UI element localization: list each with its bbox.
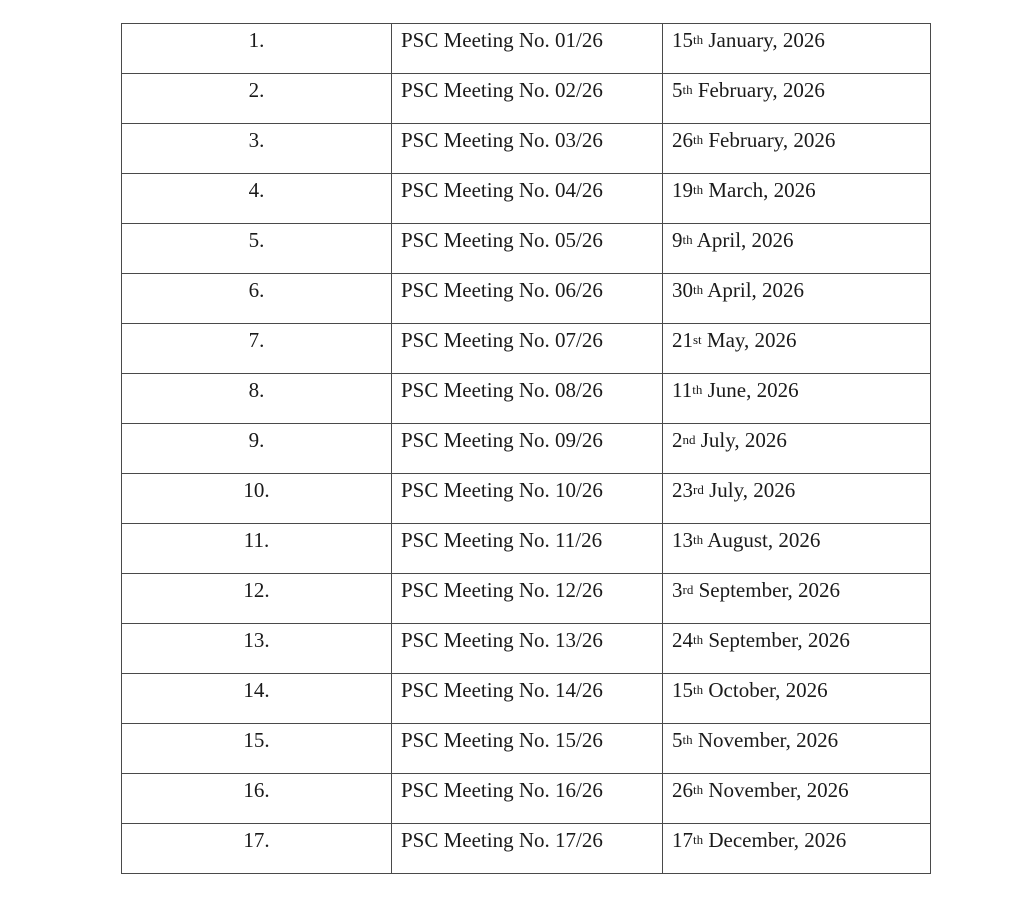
table-row: [122, 424, 931, 474]
meeting-name: PSC Meeting No. 12/26: [401, 578, 603, 602]
date-month-year: February, 2026: [703, 128, 836, 152]
meeting-schedule-body: [122, 24, 931, 874]
meeting-name-cell: [392, 774, 663, 824]
meeting-name-cell: [392, 174, 663, 224]
meeting-date: [663, 174, 930, 201]
date-ordinal-suffix: th: [693, 832, 704, 847]
meeting-name-cell: [392, 524, 663, 574]
table-row: [122, 574, 931, 624]
meeting-date-cell: [663, 824, 931, 874]
serial-number: 5.: [248, 228, 265, 252]
date-ordinal-suffix: th: [693, 782, 704, 797]
meeting-date-cell: [663, 724, 931, 774]
date-day: 13: [672, 528, 693, 552]
serial-number: 2.: [248, 78, 265, 102]
meeting-date: [663, 274, 930, 301]
meeting-date: [663, 524, 930, 551]
serial-number-cell: [122, 124, 392, 174]
table-row: [122, 524, 931, 574]
date-day: 21: [672, 328, 693, 352]
meeting-date: [663, 774, 930, 801]
meeting-date-cell: [663, 574, 931, 624]
meeting-date: [663, 74, 930, 101]
date-month-year: July, 2026: [695, 428, 787, 452]
meeting-date: [663, 724, 930, 751]
date-ordinal-suffix: th: [693, 632, 704, 647]
meeting-name-cell: [392, 424, 663, 474]
date-day: 26: [672, 128, 693, 152]
table-row: [122, 674, 931, 724]
meeting-name-cell: [392, 824, 663, 874]
serial-number: 7.: [248, 328, 265, 352]
serial-number-cell: [122, 24, 392, 74]
date-day: 11: [672, 378, 693, 402]
serial-number: 11.: [243, 528, 270, 552]
serial-number: 13.: [243, 628, 270, 652]
date-day: 9: [672, 228, 683, 252]
date-day: 23: [672, 478, 693, 502]
serial-number-cell: [122, 424, 392, 474]
date-month-year: August, 2026: [703, 528, 821, 552]
meeting-date-cell: [663, 624, 931, 674]
meeting-date-cell: [663, 374, 931, 424]
date-month-year: February, 2026: [692, 78, 825, 102]
serial-number-cell: [122, 824, 392, 874]
serial-number: 4.: [248, 178, 265, 202]
date-month-year: July, 2026: [703, 478, 796, 502]
meeting-date: [663, 224, 930, 251]
serial-number: 6.: [248, 278, 265, 302]
table-row: [122, 774, 931, 824]
meeting-name: PSC Meeting No. 16/26: [401, 778, 603, 802]
meeting-name-cell: [392, 674, 663, 724]
meeting-name: PSC Meeting No. 08/26: [401, 378, 603, 402]
date-month-year: January, 2026: [703, 28, 825, 52]
meeting-schedule-table: [121, 23, 931, 874]
date-month-year: September, 2026: [693, 578, 841, 602]
meeting-name-cell: [392, 474, 663, 524]
serial-number: 8.: [248, 378, 265, 402]
date-day: 5: [672, 728, 683, 752]
meeting-name-cell: [392, 624, 663, 674]
meeting-name: PSC Meeting No. 13/26: [401, 628, 603, 652]
date-day: 17: [672, 828, 693, 852]
meeting-name-cell: [392, 124, 663, 174]
serial-number-cell: [122, 274, 392, 324]
meeting-date-cell: [663, 674, 931, 724]
meeting-date: [663, 574, 930, 601]
meeting-name: PSC Meeting No. 03/26: [401, 128, 603, 152]
date-month-year: April, 2026: [692, 228, 794, 252]
date-day: 3: [672, 578, 683, 602]
date-ordinal-suffix: th: [682, 732, 693, 747]
serial-number: 14.: [243, 678, 270, 702]
date-day: 24: [672, 628, 693, 652]
date-ordinal-suffix: th: [693, 682, 704, 697]
meeting-name: PSC Meeting No. 14/26: [401, 678, 603, 702]
date-ordinal-suffix: th: [693, 532, 704, 547]
table-row: [122, 274, 931, 324]
date-ordinal-suffix: th: [693, 32, 704, 47]
meeting-date-cell: [663, 274, 931, 324]
serial-number: 1.: [248, 28, 265, 52]
meeting-date: [663, 474, 930, 501]
meeting-date-cell: [663, 224, 931, 274]
date-ordinal-suffix: th: [693, 132, 704, 147]
meeting-date: [663, 824, 930, 851]
serial-number-cell: [122, 624, 392, 674]
meeting-name: PSC Meeting No. 04/26: [401, 178, 603, 202]
meeting-name: PSC Meeting No. 09/26: [401, 428, 603, 452]
table-row: [122, 174, 931, 224]
meeting-name-cell: [392, 224, 663, 274]
date-ordinal-suffix: st: [693, 332, 702, 347]
date-day: 26: [672, 778, 693, 802]
table-row: [122, 374, 931, 424]
meeting-date-cell: [663, 774, 931, 824]
serial-number: 12.: [243, 578, 270, 602]
serial-number: 3.: [248, 128, 265, 152]
date-ordinal-suffix: th: [682, 232, 693, 247]
table-row: [122, 324, 931, 374]
date-month-year: March, 2026: [703, 178, 816, 202]
serial-number-cell: [122, 674, 392, 724]
table-row: [122, 74, 931, 124]
meeting-date: [663, 374, 930, 401]
serial-number-cell: [122, 174, 392, 224]
table-row: [122, 824, 931, 874]
date-month-year: November, 2026: [703, 778, 849, 802]
date-ordinal-suffix: th: [693, 182, 704, 197]
date-ordinal-suffix: th: [682, 82, 693, 97]
date-month-year: October, 2026: [703, 678, 828, 702]
meeting-name-cell: [392, 574, 663, 624]
serial-number: 16.: [243, 778, 270, 802]
date-day: 15: [672, 678, 693, 702]
meeting-date-cell: [663, 124, 931, 174]
meeting-date-cell: [663, 474, 931, 524]
table-row: [122, 474, 931, 524]
meeting-name-cell: [392, 74, 663, 124]
meeting-date: [663, 24, 930, 51]
serial-number-cell: [122, 774, 392, 824]
meeting-name-cell: [392, 724, 663, 774]
meeting-name: PSC Meeting No. 05/26: [401, 228, 603, 252]
meeting-date: [663, 674, 930, 701]
table-row: [122, 24, 931, 74]
date-month-year: November, 2026: [692, 728, 839, 752]
meeting-name: PSC Meeting No. 17/26: [401, 828, 603, 852]
serial-number: 15.: [243, 728, 270, 752]
table-row: [122, 224, 931, 274]
meeting-date-cell: [663, 74, 931, 124]
meeting-name: PSC Meeting No. 06/26: [401, 278, 603, 302]
date-month-year: December, 2026: [703, 828, 847, 852]
date-day: 30: [672, 278, 693, 302]
table-row: [122, 624, 931, 674]
date-day: 5: [672, 78, 683, 102]
serial-number-cell: [122, 524, 392, 574]
meeting-date: [663, 624, 930, 651]
date-month-year: June, 2026: [702, 378, 799, 402]
serial-number-cell: [122, 74, 392, 124]
serial-number-cell: [122, 324, 392, 374]
date-ordinal-suffix: nd: [682, 432, 696, 447]
meeting-name: PSC Meeting No. 07/26: [401, 328, 603, 352]
date-month-year: April, 2026: [703, 278, 805, 302]
serial-number-cell: [122, 474, 392, 524]
meeting-date-cell: [663, 424, 931, 474]
meeting-name-cell: [392, 374, 663, 424]
meeting-date-cell: [663, 24, 931, 74]
meeting-name-cell: [392, 274, 663, 324]
meeting-name: PSC Meeting No. 02/26: [401, 78, 603, 102]
date-ordinal-suffix: th: [692, 382, 703, 397]
serial-number-cell: [122, 574, 392, 624]
serial-number: 10.: [243, 478, 270, 502]
table-row: [122, 724, 931, 774]
meeting-name: PSC Meeting No. 11/26: [401, 528, 603, 552]
meeting-name-cell: [392, 24, 663, 74]
meeting-date-cell: [663, 174, 931, 224]
date-day: 2: [672, 428, 683, 452]
serial-number-cell: [122, 224, 392, 274]
date-ordinal-suffix: rd: [693, 482, 704, 497]
meeting-name-cell: [392, 324, 663, 374]
serial-number-cell: [122, 724, 392, 774]
meeting-date-cell: [663, 324, 931, 374]
date-month-year: September, 2026: [703, 628, 850, 652]
meeting-date: [663, 424, 930, 451]
meeting-date: [663, 124, 930, 151]
serial-number-cell: [122, 374, 392, 424]
serial-number: 9.: [248, 428, 265, 452]
table-row: [122, 124, 931, 174]
date-ordinal-suffix: rd: [682, 582, 694, 597]
date-day: 19: [672, 178, 693, 202]
date-month-year: May, 2026: [701, 328, 797, 352]
meeting-date-cell: [663, 524, 931, 574]
date-day: 15: [672, 28, 693, 52]
date-ordinal-suffix: th: [693, 282, 704, 297]
meeting-name: PSC Meeting No. 15/26: [401, 728, 603, 752]
meeting-name: PSC Meeting No. 01/26: [401, 28, 603, 52]
serial-number: 17.: [243, 828, 270, 852]
meeting-name: PSC Meeting No. 10/26: [401, 478, 603, 502]
meeting-date: [663, 324, 930, 351]
